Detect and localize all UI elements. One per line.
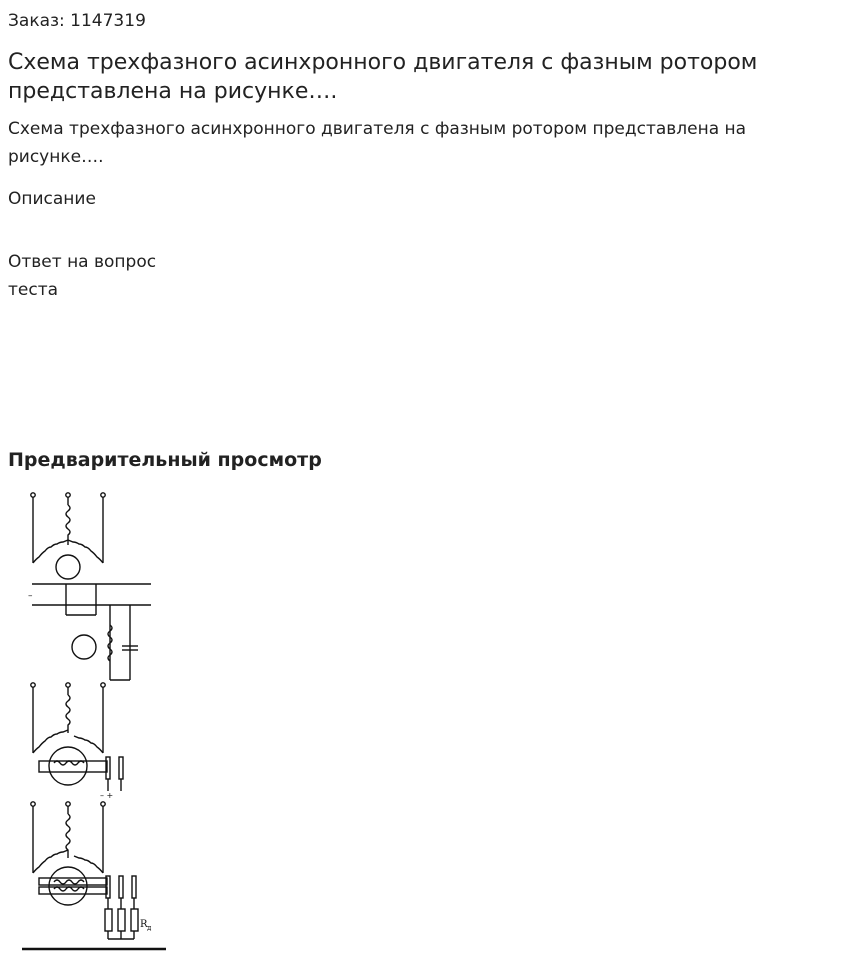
resistor-subscript: д: [147, 924, 152, 932]
polarity-labels: – +: [100, 791, 114, 800]
minus-label: –: [28, 591, 33, 601]
schematic-1: [31, 493, 151, 680]
schematic-2: [31, 683, 123, 791]
resistor-label: R: [140, 919, 148, 930]
question-text: Схема трехфазного асинхронного двигателя с фазным ротором представлена на рисунке….: [8, 119, 747, 167]
motor-diagrams-preview: [18, 485, 178, 955]
motor-schematics: [18, 485, 178, 955]
order-number: Заказ: 1147319: [8, 11, 146, 31]
preview-heading: Предварительный просмотр: [8, 449, 322, 471]
description-label: Описание: [8, 189, 96, 209]
answer-text: Ответ на вопрос теста: [8, 252, 157, 300]
schematic-3: [31, 802, 138, 939]
page-title: Схема трехфазного асинхронного двигателя с фазным ротором представлена на рисунке….: [8, 50, 758, 104]
